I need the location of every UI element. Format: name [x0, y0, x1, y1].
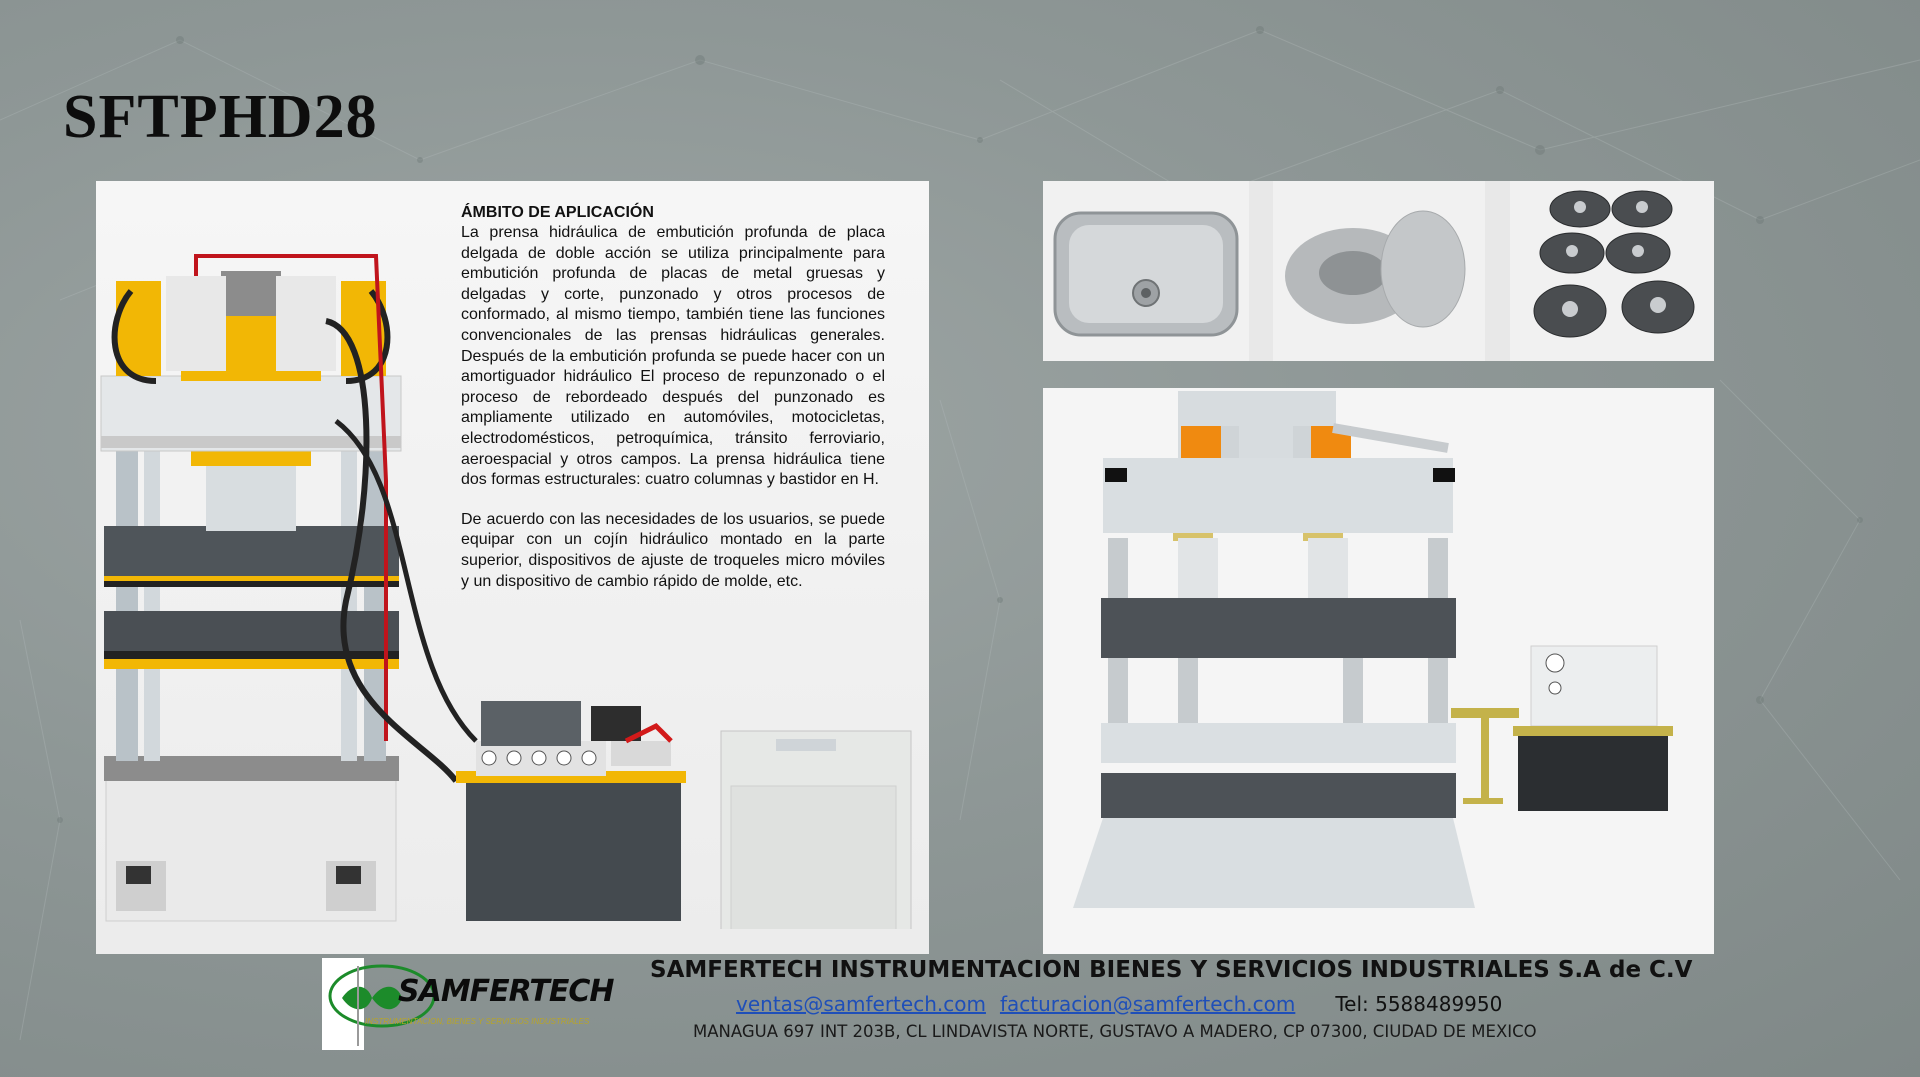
phone-number: Tel: 5588489950 [1335, 992, 1503, 1016]
press-3d-model-panel [1043, 388, 1714, 954]
contact-line [736, 992, 1502, 1016]
product-photo-panel [96, 181, 929, 954]
application-description [461, 203, 885, 611]
sink-sample-image [1043, 181, 1249, 361]
sales-email-link[interactable]: ventas@samfertech.com [736, 992, 986, 1016]
application-paragraph-1: La prensa hidráulica de embutición profunda de placa delgada de doble acción se utiliza principalmente para embutición profunda de placas de metal gruesas y delgadas y corte, punzonado y otros procesos de conformado, al mismo tiempo, también tiene las funciones convencionales de las prensas hidráulicas generales. Después de la embutición profunda se puede hacer con un amortiguador hidráulico El proceso de repunzonado o el proceso de rebordeado después del punzonado es ampliamente utilizado en automóviles, motocicletas, electrodomésticos, petroquímica, tránsito ferroviario, aeroespacial y otros campos. La prensa hidráulica tiene dos formas estructurales: cuatro columnas y bastidor en H. [461, 224, 885, 489]
application-paragraph-2: De acuerdo con las necesidades de los usuarios, se puede equipar con un cojín hidráulico montado en la parte superior, dispositivos de ajuste de troqueles micro móviles y un dispositivo de cambio rápido de molde, etc. [461, 510, 885, 590]
product-title: SFTPHD28 [63, 83, 378, 151]
sample-products-strip [1043, 181, 1714, 361]
billing-email-link[interactable]: facturacion@samfertech.com [999, 992, 1296, 1016]
company-name: SAMFERTECH INSTRUMENTACION BIENES Y SERVICIOS INDUSTRIALES S.A de C.V [650, 957, 1693, 983]
application-heading: ÁMBITO DE APLICACIÓN [461, 204, 654, 221]
logo-tagline: INSTRUMENTACION, BIENES Y SERVICIOS INDUSTRIALES [365, 1017, 590, 1026]
logo-wordmark: SAMFERTECH [398, 974, 614, 1009]
company-address: MANAGUA 697 INT 203B, CL LINDAVISTA NORTE, GUSTAVO A MADERO, CP 07300, CIUDAD DE MEXICO [693, 1022, 1537, 1041]
cylindrical-parts-sample-image [1510, 181, 1714, 361]
dished-head-sample-image [1273, 181, 1485, 361]
press-3d-model-illustration [1043, 388, 1714, 954]
